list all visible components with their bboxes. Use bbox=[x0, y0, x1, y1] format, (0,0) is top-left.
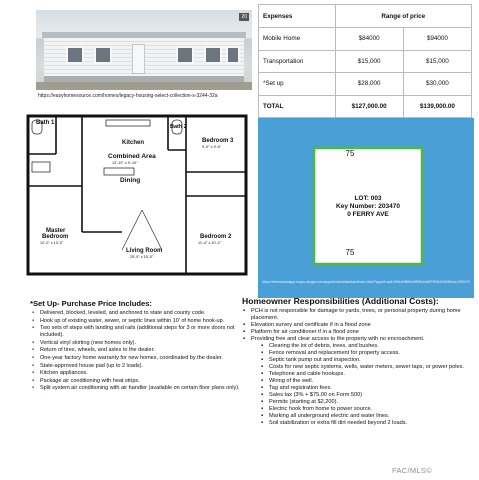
list-item: ▪ Septic tank pump out and inspection. bbox=[242, 357, 478, 364]
list-item: ▪ State-approved house pad (up to 2 loads). bbox=[30, 363, 240, 370]
list-item: ▪ Soil stabilization or extra fill dirt needed beyond 2 loads. bbox=[242, 420, 478, 427]
room-dim-combined: 12'-10" x 9'-10" bbox=[112, 161, 138, 165]
floor-plan bbox=[22, 110, 252, 280]
range-header: Range of price bbox=[335, 5, 471, 28]
list-item: ▪ Permits (starting at $2,200). bbox=[242, 399, 478, 406]
list-item: ▪ Clearing the lot of debris, trees, and bushes. bbox=[242, 343, 478, 350]
room-dim-bedroom3: 9'-0" x 9'-6" bbox=[202, 145, 222, 149]
list-item: ▪ Package air conditioning with heat strips. bbox=[30, 378, 240, 385]
total-low: $127,000.00 bbox=[335, 95, 403, 118]
room-label-bedroom3: Bedroom 3 bbox=[202, 138, 234, 144]
list-item: ▪ PCH is not responsible for damage to yards, trees, or personal property during home placement. bbox=[242, 308, 478, 322]
list-item: ▪ Hook up of existing water, sewer, or septic lines within 10' of home hook-up. bbox=[30, 318, 240, 325]
home-window bbox=[204, 46, 222, 64]
responsibilities-list bbox=[242, 308, 478, 427]
lot-bottom-dimension: 75 bbox=[345, 248, 355, 257]
list-item: ▪ Fence removal and replacement for property access. bbox=[242, 350, 478, 357]
list-item: ▪ Two sets of steps with landing and rails (additional steps for 3 or more doors not included). bbox=[30, 325, 240, 339]
room-label-master-2: Bedroom bbox=[42, 234, 69, 240]
expense-high: $94000 bbox=[403, 28, 471, 51]
setup-list bbox=[30, 310, 240, 392]
list-item: ▪ Wiring of the well. bbox=[242, 378, 478, 385]
expense-item: Mobile Home bbox=[259, 28, 336, 51]
home-door bbox=[132, 44, 145, 74]
list-item: ▪ Providing free and clear access to the property with no encroachment. bbox=[242, 336, 478, 343]
photo-badge: 20 bbox=[241, 14, 247, 20]
home-photo bbox=[36, 10, 252, 90]
total-high: $139,000.00 bbox=[403, 95, 471, 118]
table-total-row bbox=[259, 95, 472, 118]
list-item: ▪ Telephone and cable hookups. bbox=[242, 371, 478, 378]
list-item: ▪ Return of tires, wheels, and axles to the dealer. bbox=[30, 347, 240, 354]
home-window bbox=[66, 46, 84, 64]
expense-high: $15,000 bbox=[403, 50, 471, 73]
room-label-dining: Dining bbox=[120, 177, 141, 184]
responsibilities-title: Homeowner Responsibilities (Additional Costs): bbox=[242, 296, 439, 306]
photo-source-link[interactable]: https://easyhomesource.com/homes/legacy-housing-select-collection-s-3244-32a bbox=[38, 93, 218, 99]
expense-low: $84000 bbox=[335, 28, 403, 51]
lot-source-link[interactable]: https://hernandoappr.maps.arcgis.com/apps/instant/sidebar/index.html?appid=aa1b95ee0f6f4e5f895d4c8f7591b01f0&find=203470 bbox=[262, 280, 470, 284]
expenses-header: Expenses bbox=[259, 5, 336, 28]
expenses-table bbox=[258, 4, 472, 118]
table-row bbox=[259, 73, 472, 96]
setup-section bbox=[30, 299, 240, 393]
lot-top-dimension: 75 bbox=[345, 149, 355, 158]
list-item: ▪ Kitchen appliances. bbox=[30, 370, 240, 377]
table-row bbox=[259, 28, 472, 51]
list-item: ▪ Elevation survey and certificate if in a flood zone bbox=[242, 322, 478, 329]
home-window bbox=[94, 46, 112, 64]
table-header-row bbox=[259, 5, 472, 28]
lot-key-number: Key Number: 203470 bbox=[336, 203, 400, 210]
list-item: ▪ Delivered, blocked, leveled, and anchored to state and county code. bbox=[30, 310, 240, 317]
expense-item: Transportation bbox=[259, 50, 336, 73]
total-label: TOTAL bbox=[259, 95, 336, 118]
expense-low: $15,000 bbox=[335, 50, 403, 73]
room-label-master: Master bbox=[46, 228, 66, 234]
room-label-bath2: Bath 2 bbox=[170, 124, 187, 130]
mls-watermark: FAC/MLS© bbox=[392, 466, 433, 475]
list-item: ▪ Marking all underground electric and water lines. bbox=[242, 413, 478, 420]
list-item: ▪ Vertical vinyl skirting (new homes only). bbox=[30, 340, 240, 347]
responsibilities-section bbox=[242, 296, 478, 427]
room-label-living: Living Room bbox=[126, 248, 163, 254]
list-item: ▪ Platform for air conditioner if in a flood zone bbox=[242, 329, 478, 336]
lot-address: 0 FERRY AVE bbox=[347, 211, 389, 218]
list-item: ▪ Split system air conditioning with air handler (available on certain floor plans only). bbox=[30, 385, 240, 392]
lot-map bbox=[258, 118, 474, 298]
ground bbox=[36, 82, 252, 90]
expense-high: $30,000 bbox=[403, 73, 471, 96]
expense-low: $28,000 bbox=[335, 73, 403, 96]
room-label-bath1: Bath 1 bbox=[36, 120, 55, 126]
room-dim-bedroom2: 11'-4" x 10'-2" bbox=[198, 241, 222, 245]
expense-item: *Set up bbox=[259, 73, 336, 96]
room-label-kitchen: Kitchen bbox=[122, 140, 145, 146]
home-window bbox=[176, 46, 194, 64]
room-label-combined: Combined Area bbox=[108, 153, 156, 160]
room-label-bedroom2: Bedroom 2 bbox=[200, 234, 232, 240]
list-item: ▪ Sales tax (3% + $75.00 on Form 500) bbox=[242, 392, 478, 399]
list-item: ▪ Electric hook from home to power source. bbox=[242, 406, 478, 413]
list-item: ▪ Costs for new septic systems, wells, water meters, sewer taps, or power poles. bbox=[242, 364, 478, 371]
room-dim-living: 25'-5" x 15'-0" bbox=[130, 255, 154, 259]
home-window bbox=[226, 46, 240, 64]
lot-number: LOT: 003 bbox=[354, 195, 382, 202]
room-dim-master: 12'-0" x 13'-0" bbox=[40, 241, 64, 245]
table-row bbox=[259, 50, 472, 73]
list-item: ▪ One-year factory home warranty for new homes, coordinated by the dealer. bbox=[30, 355, 240, 362]
list-item: ▪ Tag and registration fees. bbox=[242, 385, 478, 392]
setup-title: *Set Up- Purchase Price Includes: bbox=[30, 299, 152, 308]
